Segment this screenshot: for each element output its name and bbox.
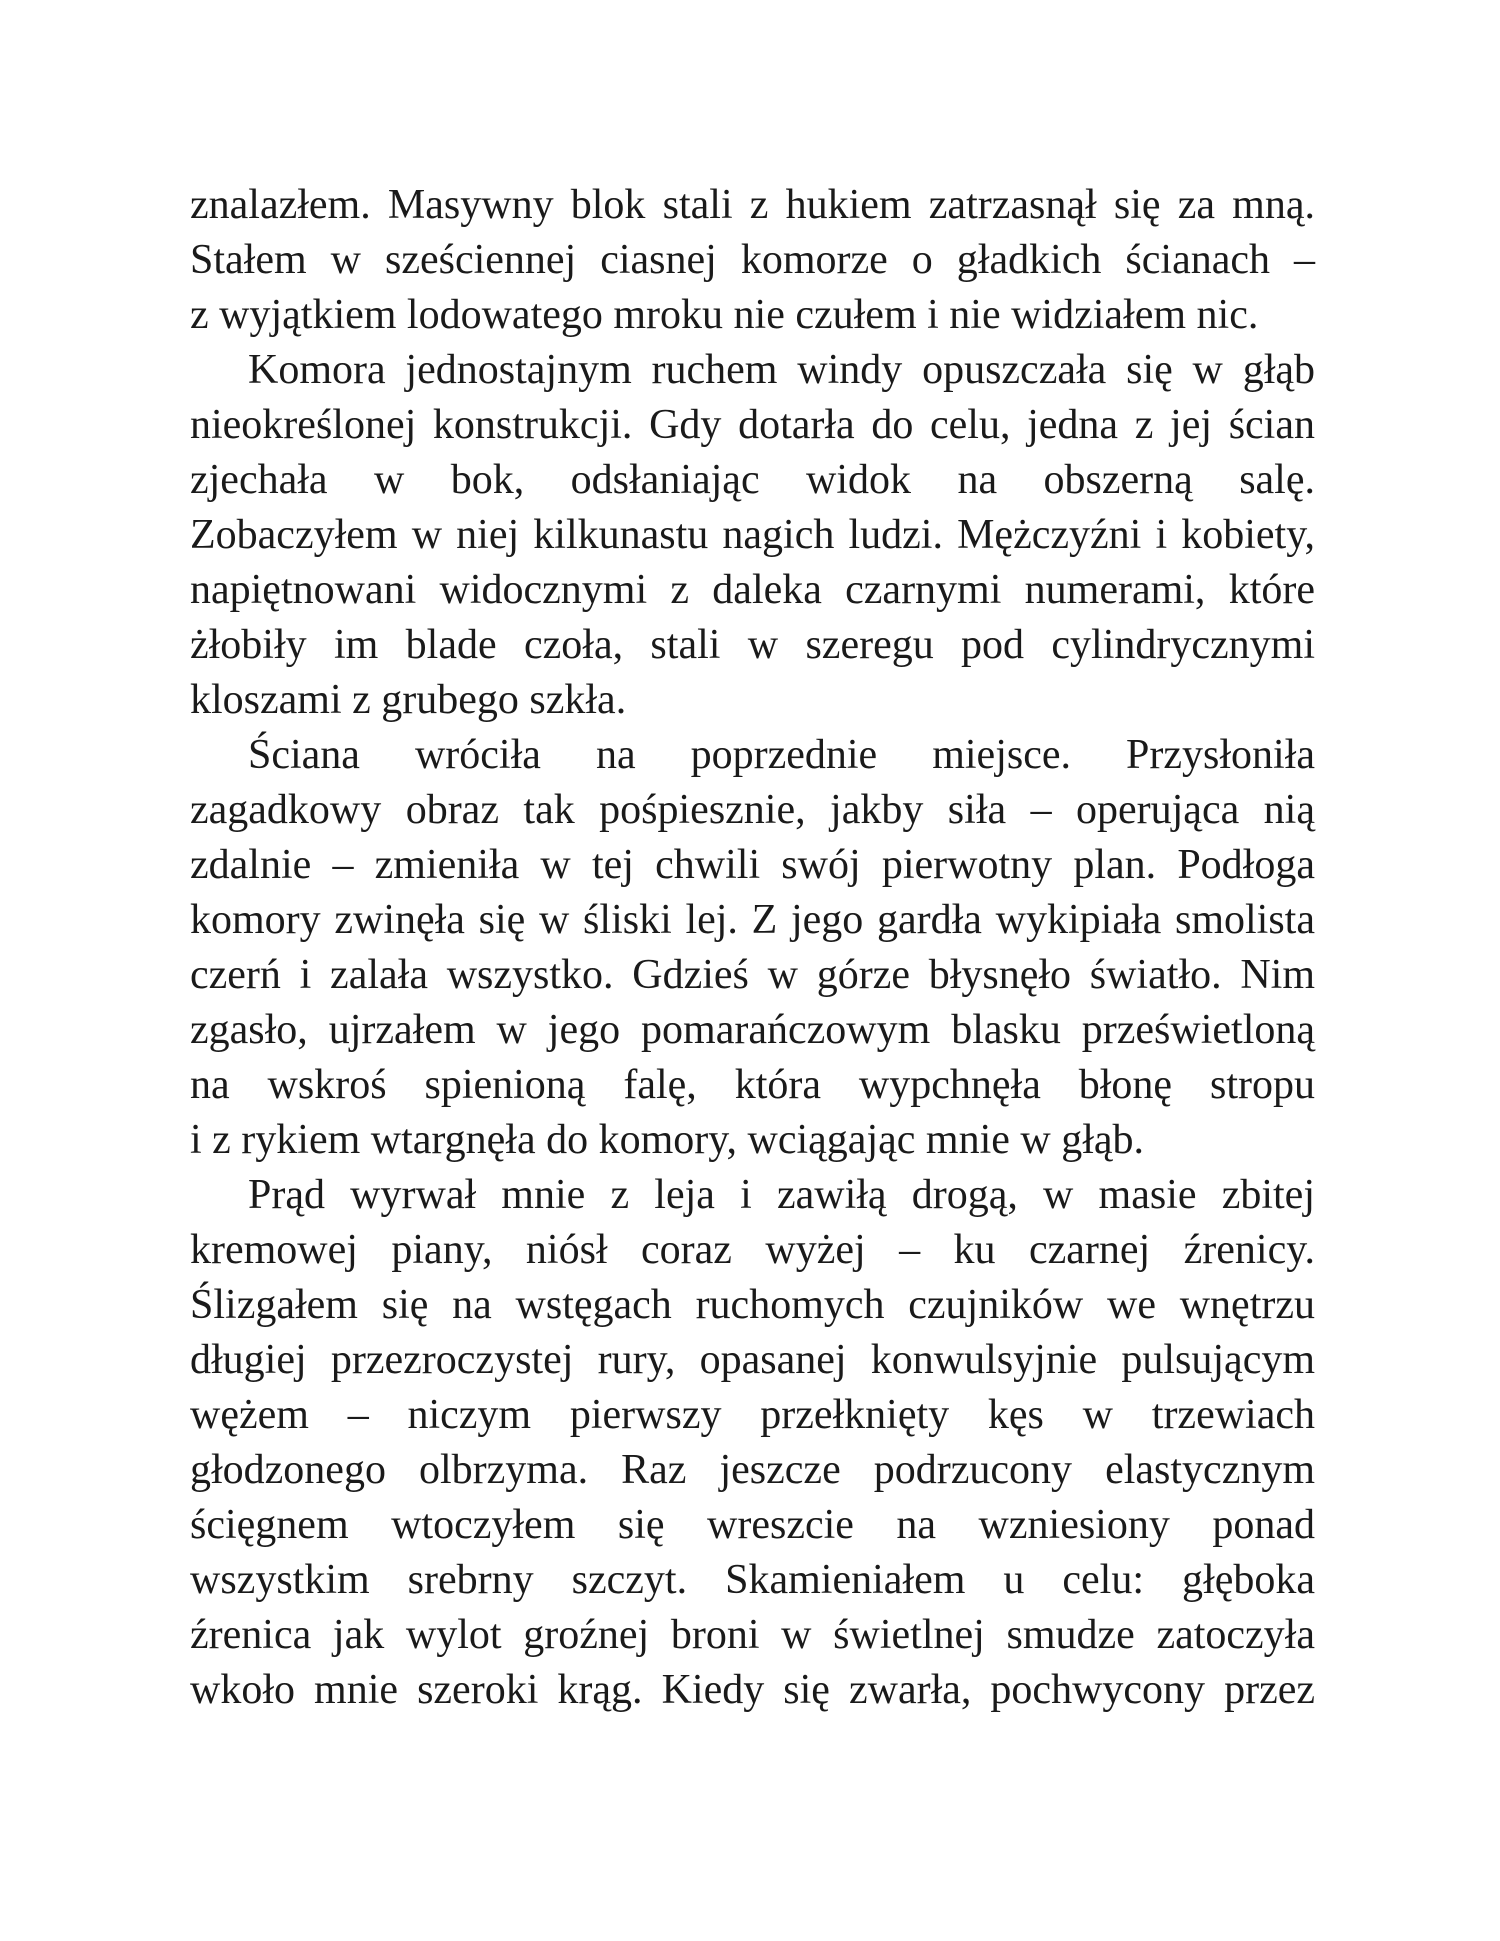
text-line: Ściana wróciła na poprzednie miejsce. Przysłoniła [248, 732, 1315, 778]
text-line: nieokreślonej konstrukcji. Gdy dotarła do celu, jedna z jej ścian [190, 402, 1315, 448]
text-line: Ślizgałem się na wstęgach ruchomych czujników we wnętrzu [190, 1282, 1315, 1328]
text-line: zdalnie – zmieniła w tej chwili swój pierwotny plan. Podłoga [190, 842, 1315, 888]
body-text [190, 178, 1315, 1718]
paragraph [190, 343, 1315, 728]
text-line: Stałem w sześciennej ciasnej komorze o gładkich ścianach – [190, 237, 1315, 283]
text-line: głodzonego olbrzyma. Raz jeszcze podrzucony elastycznym [190, 1447, 1315, 1493]
text-line: zagadkowy obraz tak pośpiesznie, jakby siła – operująca nią [190, 787, 1315, 833]
text-line: Komora jednostajnym ruchem windy opuszczała się w głąb [248, 347, 1315, 393]
text-line: żłobiły im blade czoła, stali w szeregu pod cylindrycznymi [190, 622, 1315, 668]
text-line: kremowej piany, niósł coraz wyżej – ku czarnej źrenicy. [190, 1227, 1315, 1273]
text-line: czerń i zalała wszystko. Gdzieś w górze błysnęło światło. Nim [190, 952, 1315, 998]
text-line: źrenica jak wylot groźnej broni w świetlnej smudze zatoczyła [190, 1612, 1315, 1658]
text-line: Prąd wyrwał mnie z leja i zawiłą drogą, w masie zbitej [248, 1172, 1315, 1218]
text-line: znalazłem. Masywny blok stali z hukiem zatrzasnął się za mną. [190, 182, 1315, 228]
text-line: napiętnowani widocznymi z daleka czarnymi numerami, które [190, 567, 1315, 613]
text-line: zjechała w bok, odsłaniając widok na obszerną salę. [190, 457, 1315, 503]
text-line: z wyjątkiem lodowatego mroku nie czułem i nie widziałem nic. [190, 292, 1259, 338]
text-line: zgasło, ujrzałem w jego pomarańczowym blasku prześwietloną [190, 1007, 1315, 1053]
paragraph [190, 178, 1315, 343]
text-line: wkoło mnie szeroki krąg. Kiedy się zwarła, pochwycony przez [190, 1667, 1315, 1713]
text-line: wężem – niczym pierwszy przełknięty kęs w trzewiach [190, 1392, 1315, 1438]
paragraph [190, 728, 1315, 1168]
text-line: Zobaczyłem w niej kilkunastu nagich ludzi. Mężczyźni i kobiety, [190, 512, 1315, 558]
text-line: wszystkim srebrny szczyt. Skamieniałem u celu: głęboka [190, 1557, 1315, 1603]
text-line: i z rykiem wtargnęła do komory, wciągając mnie w głąb. [190, 1117, 1145, 1163]
text-line: ścięgnem wtoczyłem się wreszcie na wzniesiony ponad [190, 1502, 1315, 1548]
text-line: komory zwinęła się w śliski lej. Z jego gardła wykipiała smolista [190, 897, 1315, 943]
text-line: kloszami z grubego szkła. [190, 677, 627, 723]
text-line: na wskroś spienioną falę, która wypchnęła błonę stropu [190, 1062, 1315, 1108]
paragraph [190, 1168, 1315, 1718]
text-line: długiej przezroczystej rury, opasanej konwulsyjnie pulsującym [190, 1337, 1315, 1383]
